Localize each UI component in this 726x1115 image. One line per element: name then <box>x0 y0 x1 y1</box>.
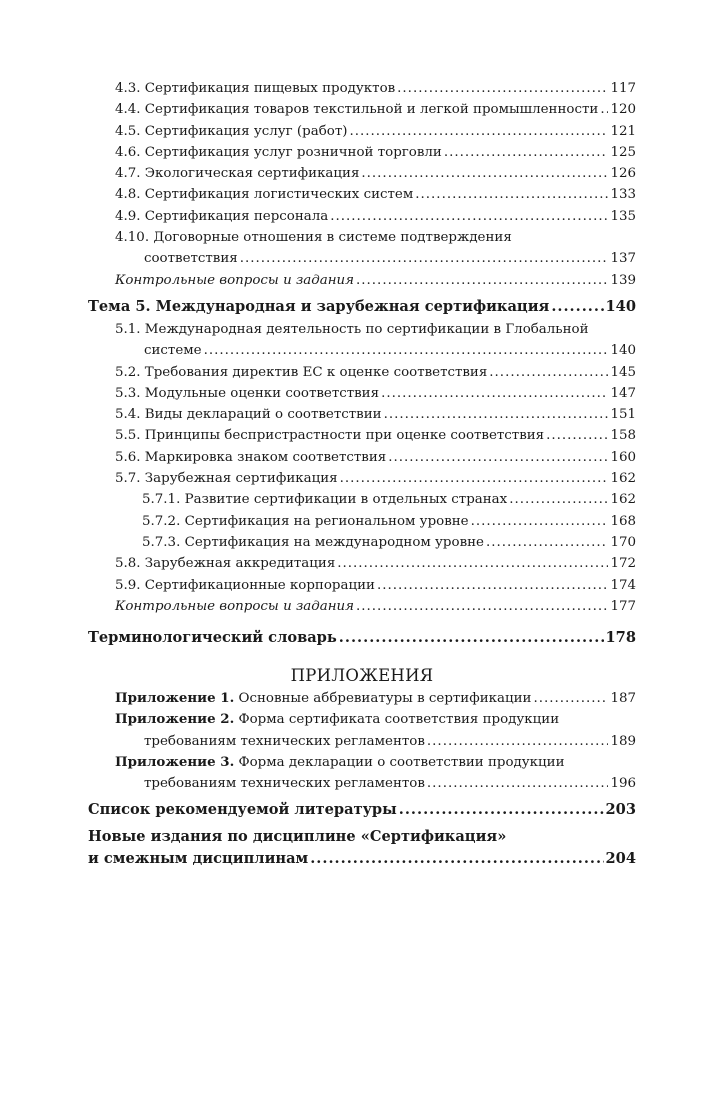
toc-entry-questions-5[interactable] <box>88 596 636 617</box>
toc-entry-label: 4.5. Сертификация услуг (работ) <box>115 123 348 139</box>
toc-entry-5-2[interactable] <box>88 362 636 383</box>
table-of-contents <box>88 78 636 869</box>
toc-entry-label: 5.8. Зарубежная аккредитация <box>115 556 336 572</box>
toc-page-number: 137 <box>610 251 636 267</box>
toc-appendix-3-line1[interactable] <box>88 752 636 773</box>
toc-new-editions[interactable] <box>88 848 636 870</box>
toc-entry-label: 5.3. Модульные оценки соответствия <box>115 385 380 401</box>
toc-entry-5-7-2[interactable] <box>88 511 636 532</box>
toc-entry-label: 4.8. Сертификация логистических систем <box>115 187 414 203</box>
toc-entry-label: 5.7.2. Сертификация на региональном уровне <box>142 513 469 529</box>
toc-entry-label: Контрольные вопросы и задания <box>115 272 355 288</box>
toc-page-number: 203 <box>605 800 636 818</box>
toc-entry-4-8[interactable] <box>88 184 636 205</box>
toc-entry-label: 5.9. Сертификационные корпорации <box>115 577 375 593</box>
toc-appendix-1[interactable] <box>88 688 636 709</box>
toc-page-number: 196 <box>610 776 636 792</box>
toc-new-editions-line1[interactable]: Новые издания по дисциплине «Сертификация» <box>88 828 507 846</box>
toc-page-number: 121 <box>610 123 636 139</box>
toc-entry-5-1[interactable] <box>88 340 636 361</box>
toc-entry-4-4[interactable] <box>88 99 636 120</box>
toc-page-number: 187 <box>610 691 636 707</box>
appendix-number: Приложение 2. <box>115 711 235 728</box>
toc-page-number: 178 <box>605 629 636 647</box>
toc-entry-label: 5.5. Принципы беспристрастности при оценке соответствия <box>115 428 545 444</box>
toc-entry-label: 5.6. Маркировка знаком соответствия <box>115 449 387 465</box>
toc-page-number: 140 <box>610 343 636 359</box>
toc-entry-label: 5.7.3. Сертификация на международном уровне <box>142 534 484 550</box>
toc-entry-4-10-line1[interactable]: 4.10. Договорные отношения в системе подтверждения <box>115 230 512 246</box>
toc-page-number: 177 <box>610 598 636 614</box>
toc-entry-4-5[interactable] <box>88 121 636 142</box>
toc-entry-4-10[interactable] <box>88 248 636 269</box>
toc-topic-label: Список рекомендуемой литературы <box>88 800 397 818</box>
toc-entry-label: 5.7.1. Развитие сертификации в отдельных странах <box>142 492 508 508</box>
toc-page-number: 135 <box>610 208 636 224</box>
toc-entry-label: 5.4. Виды деклараций о соответствии <box>115 407 382 423</box>
toc-page-number: 158 <box>610 428 636 444</box>
toc-page-number: 145 <box>610 364 636 380</box>
toc-entry-label: 4.4. Сертификация товаров текстильной и легкой промышленности <box>115 102 599 118</box>
toc-page-number: 174 <box>610 577 636 593</box>
toc-page-number: 120 <box>610 102 636 118</box>
toc-page-number: 133 <box>610 187 636 203</box>
toc-literature[interactable] <box>88 799 636 821</box>
appendix-number: Приложение 1. <box>115 690 235 707</box>
toc-entry-5-7-3[interactable] <box>88 532 636 553</box>
toc-page-number: 162 <box>610 492 636 508</box>
toc-page-number: 140 <box>605 297 636 315</box>
toc-entry-label: системе <box>144 343 202 359</box>
toc-page-number: 162 <box>610 471 636 487</box>
toc-page-number: 172 <box>610 556 636 572</box>
toc-entry-label: 5.2. Требования директив ЕС к оценке соответствия <box>115 364 488 380</box>
toc-page-number: 139 <box>610 272 636 288</box>
toc-entry-4-7[interactable] <box>88 163 636 184</box>
toc-entry-label: 5.7. Зарубежная сертификация <box>115 471 338 487</box>
toc-entry-label: требованиям технических регламентов <box>144 776 425 792</box>
toc-entry-label: 4.6. Сертификация услуг розничной торговли <box>115 144 442 160</box>
toc-topic-label: Терминологический словарь <box>88 629 337 647</box>
toc-page-number: 117 <box>610 81 636 96</box>
toc-entry-5-9[interactable] <box>88 575 636 596</box>
appendix-title: Форма декларации о соответствии продукции <box>234 755 565 771</box>
toc-topic-5[interactable] <box>88 295 636 319</box>
toc-entry-label: 4.9. Сертификация персонала <box>115 208 329 224</box>
toc-entry-5-4[interactable] <box>88 404 636 425</box>
toc-entry-5-3[interactable] <box>88 383 636 404</box>
appendices-heading: ПРИЛОЖЕНИЯ <box>290 666 434 686</box>
toc-page-number: 189 <box>610 733 636 749</box>
toc-glossary[interactable] <box>88 626 636 650</box>
toc-entry-label: Контрольные вопросы и задания <box>115 598 355 614</box>
appendix-title: Основные аббревиатуры в сертификации <box>234 691 532 707</box>
toc-entry-4-3[interactable] <box>88 78 636 99</box>
toc-entry-label: соответствия <box>144 251 238 267</box>
toc-entry-5-7[interactable] <box>88 468 636 489</box>
appendix-title: Форма сертификата соответствия продукции <box>234 712 560 728</box>
toc-entry-5-7-1[interactable] <box>88 489 636 510</box>
toc-entry-5-5[interactable] <box>88 425 636 446</box>
toc-appendix-2-line1[interactable] <box>88 709 636 730</box>
toc-entry-label: 4.3. Сертификация пищевых продуктов <box>115 81 396 96</box>
toc-page-number: 170 <box>610 534 636 550</box>
toc-page-number: 204 <box>605 849 636 867</box>
toc-entry-label: требованиям технических регламентов <box>144 733 425 749</box>
toc-topic-label: и смежным дисциплинам <box>88 849 309 867</box>
toc-topic-label: Тема 5. Международная и зарубежная сертификация <box>88 297 550 315</box>
toc-page-number: 125 <box>610 144 636 160</box>
toc-page-number: 126 <box>610 166 636 182</box>
toc-entry-5-6[interactable] <box>88 447 636 468</box>
toc-entry-4-9[interactable] <box>88 206 636 227</box>
toc-page-number: 147 <box>610 385 636 401</box>
toc-entry-questions-4[interactable] <box>88 270 636 291</box>
toc-entry-5-8[interactable] <box>88 553 636 574</box>
toc-appendix-3[interactable] <box>88 773 636 794</box>
toc-appendix-2[interactable] <box>88 731 636 752</box>
toc-entry-4-6[interactable] <box>88 142 636 163</box>
toc-page-number: 160 <box>610 449 636 465</box>
toc-page-number: 168 <box>610 513 636 529</box>
appendix-number: Приложение 3. <box>115 754 235 771</box>
toc-page-number: 151 <box>610 407 636 423</box>
toc-entry-label: 4.7. Экологическая сертификация <box>115 166 360 182</box>
toc-entry-5-1-line1[interactable]: 5.1. Международная деятельность по сертификации в Глобальной <box>115 321 589 337</box>
